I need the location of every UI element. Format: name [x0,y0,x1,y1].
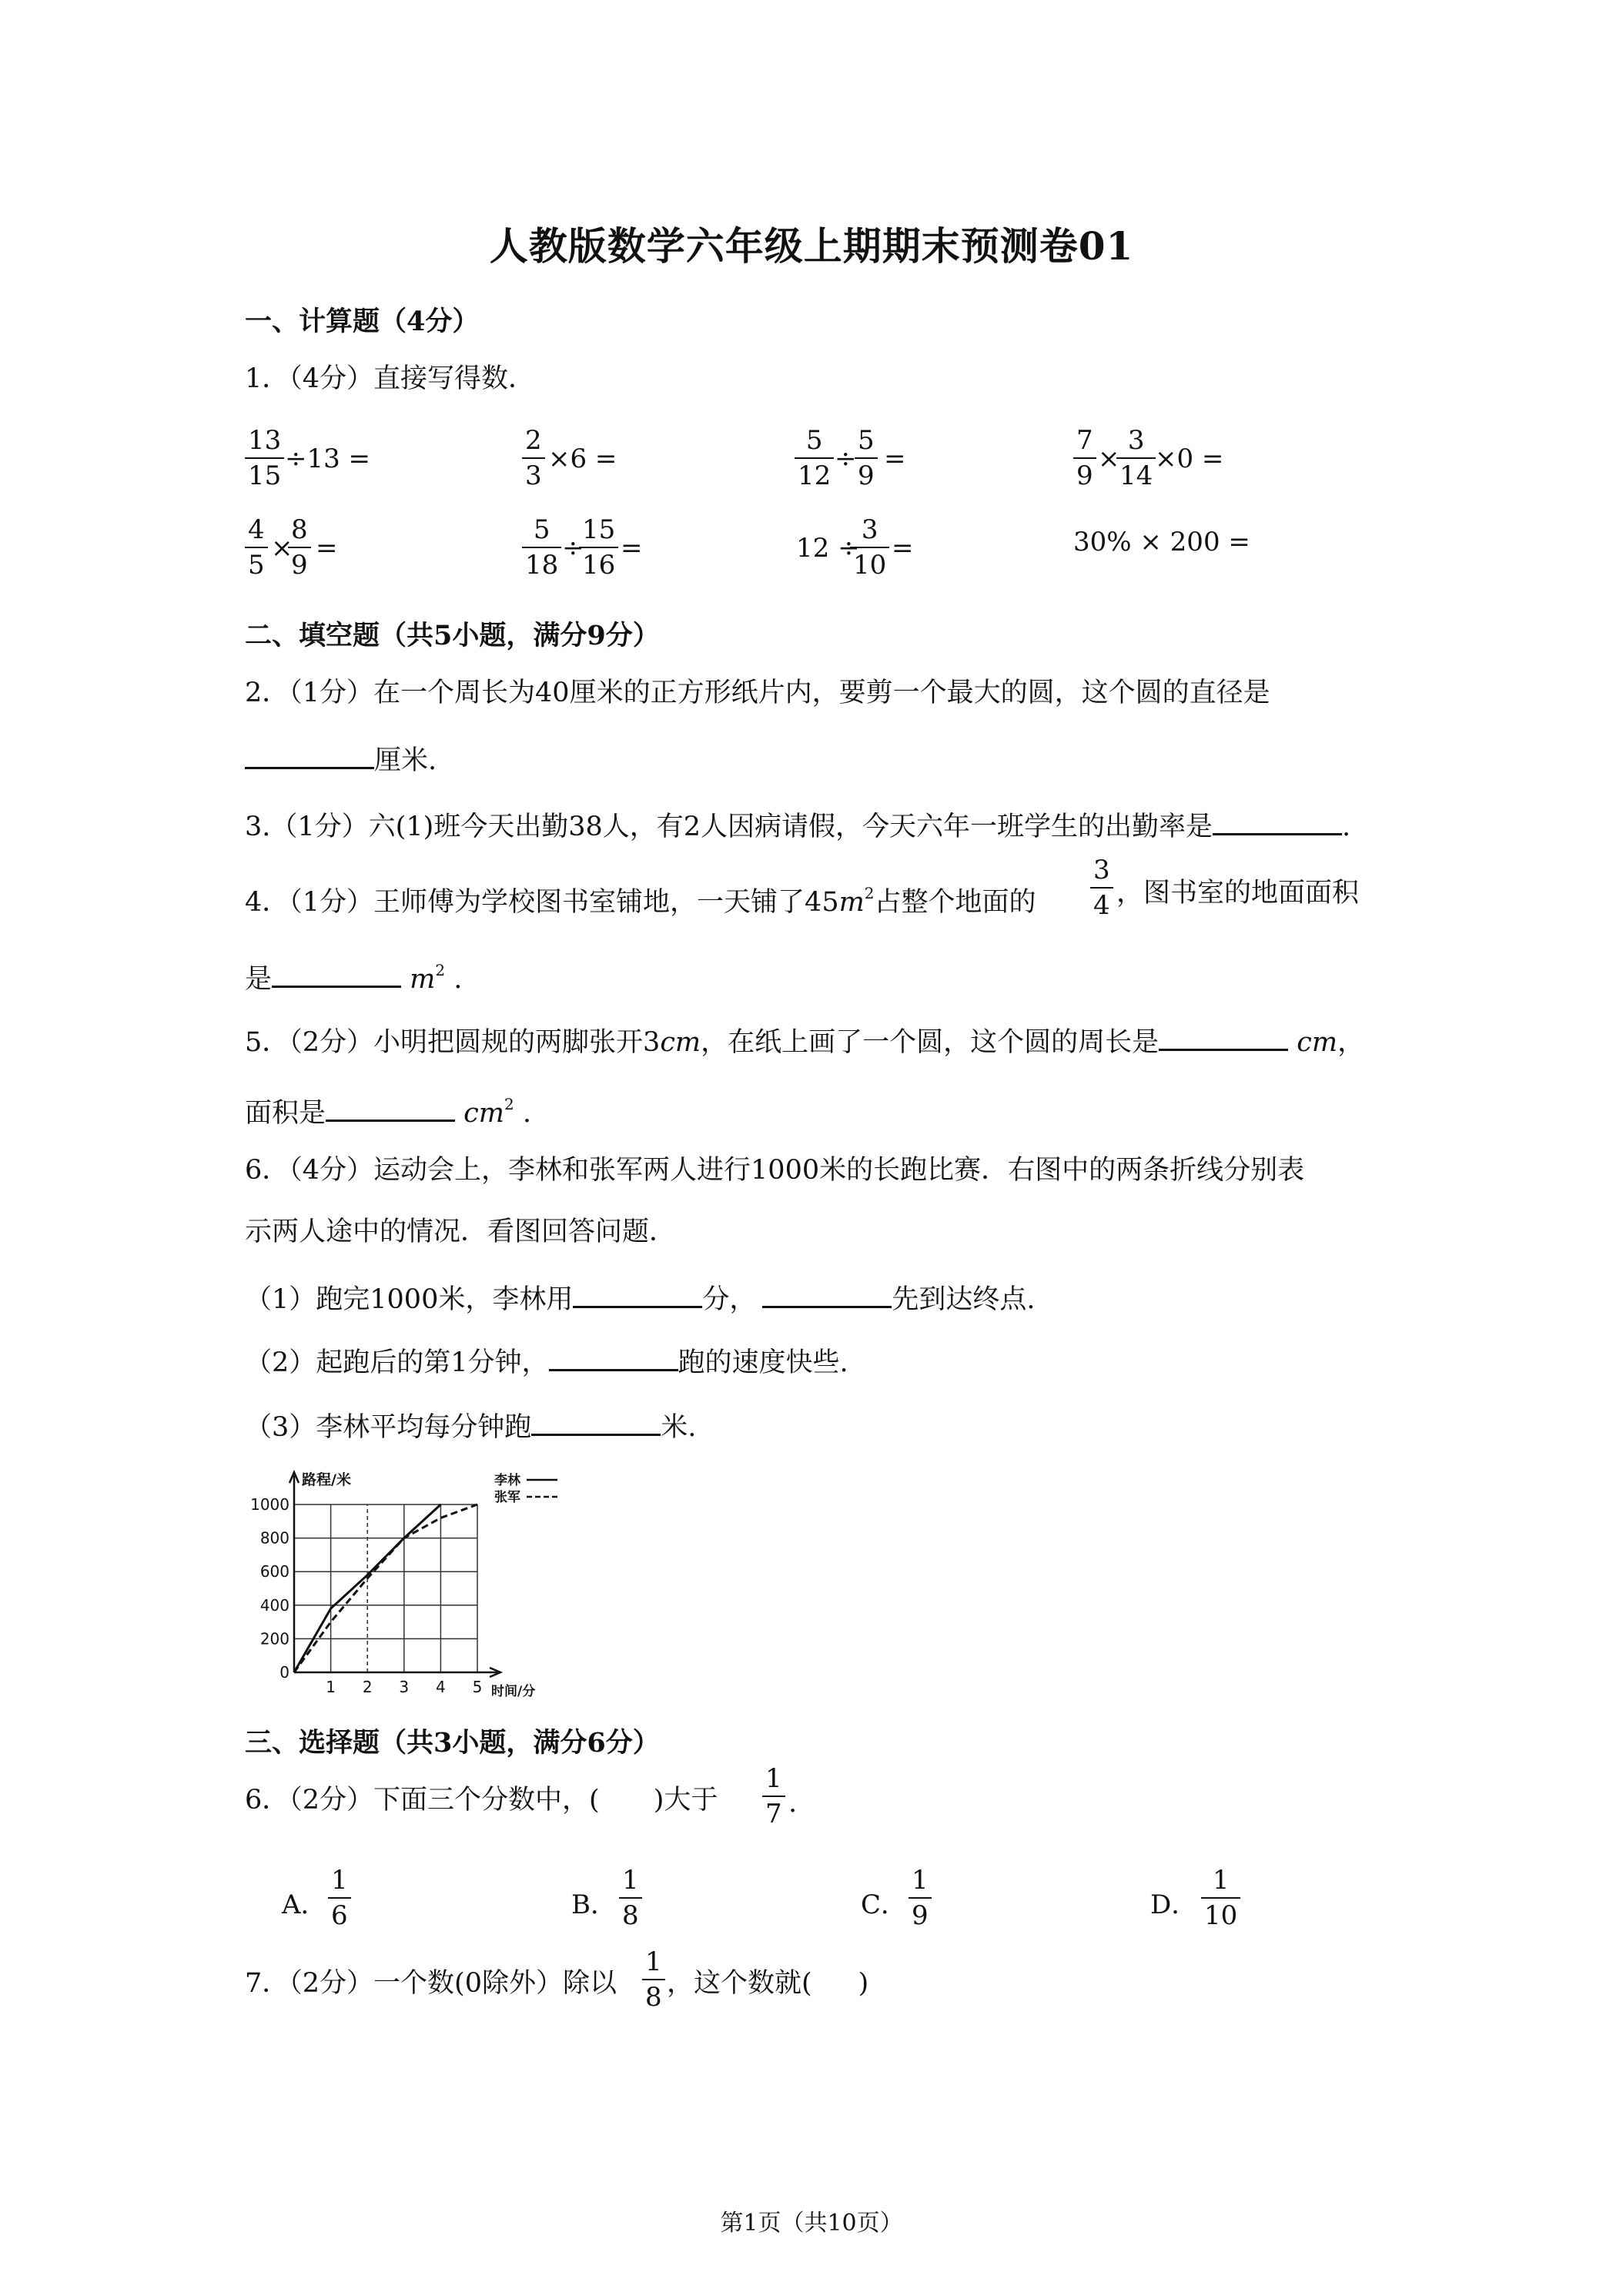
y-tick-label: 400 [259,1595,289,1615]
question-6-sub-1: （1）跑完1000米，李林用 分， 先到达终点. [245,1278,1036,1318]
x-tick-label: 1 [326,1678,336,1696]
option-c[interactable]: C． [861,1889,908,1920]
chart-series [294,1504,477,1672]
x-tick-label: 4 [436,1678,446,1696]
option-d[interactable]: D． [1150,1889,1198,1920]
chart-axes [250,1472,500,1696]
question-3-text: 3.（1分）六(1)班今天出勤38人，有2人因病请假，今天六年一班学生的出勤率是 . [245,805,1350,845]
operator: = [892,533,914,564]
question-1-text: 1．（4分）直接写得数． [245,363,536,394]
chart-xlabel: 时间/分 [491,1684,536,1699]
fraction: $\frac{1}{8}$ [642,1946,665,2013]
question-4-line-2: 是 $m^2$ . [245,952,462,998]
question-5-line-2: 面积是 $cm^2$ . [245,1086,531,1132]
chart-legend [494,1472,557,1505]
answer-blank[interactable] [549,1341,678,1371]
y-tick-label: 0 [279,1663,289,1682]
option-c-fraction: $\frac{1}{9}$ [909,1865,932,1931]
option-d-fraction: $\frac{1}{10}$ [1201,1865,1240,1931]
operator: × [1098,443,1120,474]
period: . [788,1788,798,1819]
fraction: $\frac{5}{18}$ [522,514,561,581]
question-6-text: 6．（4分）运动会上，李林和张军两人进行1000米的长跑比赛．右图中的两条折线分别表 [245,1155,1305,1186]
y-tick-label: 800 [259,1528,289,1548]
question-6-line-2: 示两人途中的情况．看图回答问题． [245,1217,677,1247]
fraction: $\frac{8}{9}$ [288,514,311,581]
answer-blank[interactable] [531,1406,661,1436]
answer-blank[interactable] [326,1092,455,1122]
series-line-2 [294,1504,477,1672]
legend-label: 张军 [494,1490,520,1505]
question-4-text: 4．（1分）王师傅为学校图书室铺地，一天铺了$45m^2$占整个地面的 [245,884,1036,918]
option-b-fraction: $\frac{1}{8}$ [619,1865,642,1931]
y-tick-label: 200 [259,1629,289,1648]
fraction: $\frac{15}{16}$ [579,514,618,581]
operator: ×6 = [548,443,617,474]
question-6-sub-2: （2）起跑后的第1分钟， 跑的速度快些. [245,1341,848,1381]
section-heading-calculation: 一、计算题（4分） [245,306,480,337]
operator: = [621,533,643,564]
answer-blank[interactable] [762,1278,892,1308]
option-b[interactable]: B． [571,1889,617,1920]
operator: 12 ÷ [796,533,860,564]
question-7-tail: ，这个数就( ) [667,1968,869,1999]
fraction: $\frac{2}{3}$ [522,425,545,491]
fraction: $\frac{7}{9}$ [1073,425,1096,491]
question-5-text: 5．（2分）小明把圆规的两脚张开3cm，在纸上画了一个圆，这个圆的周长是 cm， [245,1021,1364,1061]
fraction: $\frac{13}{15}$ [245,425,284,491]
question-7-text: 7．（2分）一个数(0除外）除以 [245,1968,617,1999]
operator: = [884,443,906,474]
fraction: $\frac{4}{5}$ [245,514,268,581]
operator: 30% × 200 = [1073,527,1250,557]
page-title: 人教版数学六年级上期期末预测卷01 [489,223,1134,269]
legend-label: 李林 [494,1473,520,1488]
chart-grid [294,1504,477,1672]
operator: × [271,533,293,564]
page-footer: 第1页（共10页） [720,2210,903,2237]
section-heading-fill-in: 二、填空题（共5小题，满分9分） [245,620,660,651]
x-tick-label: 5 [472,1678,483,1696]
operator: ÷ [562,533,584,564]
answer-blank[interactable] [1159,1021,1288,1051]
operator: ÷13 = [285,443,371,474]
question-2-text: 2．（1分）在一个周长为40厘米的正方形纸片内，要剪一个最大的圆，这个圆的直径是 [245,678,1270,708]
distance-time-chart [246,1463,585,1717]
answer-blank[interactable] [1213,805,1342,835]
answer-blank[interactable] [272,958,401,988]
fraction: $\frac{5}{12}$ [795,425,834,491]
fraction: $\frac{3}{14}$ [1116,425,1156,491]
option-a[interactable]: A． [282,1889,327,1920]
y-tick-label: 600 [259,1562,289,1581]
operator: ×0 = [1155,443,1224,474]
fraction: $\frac{3}{10}$ [850,514,889,581]
answer-blank[interactable] [573,1278,702,1308]
chart-ylabel: 路程/米 [302,1471,351,1488]
question-2-line-2: 厘米. [245,739,437,779]
operator: = [316,533,338,564]
x-tick-label: 2 [362,1678,373,1696]
option-a-fraction: $\frac{1}{6}$ [328,1865,351,1931]
answer-blank[interactable] [245,739,374,769]
fraction: $\frac{3}{4}$ [1090,855,1113,921]
fraction: $\frac{1}{7}$ [762,1763,785,1829]
question-6-choice-text: 6．（2分）下面三个分数中，( )大于 [245,1785,718,1816]
question-4-tail: ，图书室的地面面积 [1116,878,1360,909]
fraction: $\frac{5}{9}$ [855,425,878,491]
section-heading-choice: 三、选择题（共3小题，满分6分） [245,1727,660,1759]
operator: ÷ [835,443,857,474]
x-tick-label: 3 [399,1678,410,1696]
question-6-sub-3: （3）李林平均每分钟跑 米. [245,1406,696,1446]
y-tick-label: 1000 [250,1495,289,1514]
